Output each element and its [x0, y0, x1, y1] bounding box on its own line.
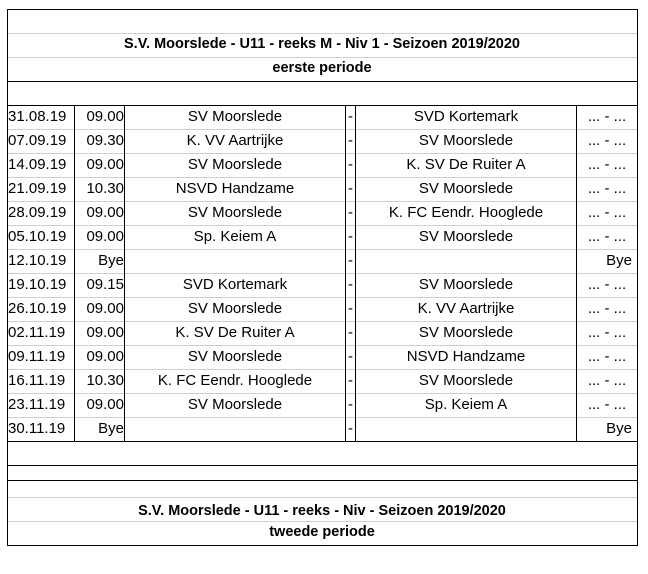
- away-team: SV Moorslede: [418, 372, 514, 389]
- away-team: [357, 417, 575, 441]
- table-row: [0, 129, 648, 153]
- match-time: 09.00: [86, 300, 124, 317]
- match-score: ... - ...: [587, 108, 627, 125]
- match-time: 09.00: [86, 156, 124, 173]
- match-date: 05.10.19: [8, 228, 67, 245]
- score-dash: -: [348, 132, 353, 149]
- match-date: 09.11.19: [8, 348, 66, 365]
- away-team: SV Moorslede: [418, 180, 514, 197]
- score-dash: -: [348, 180, 353, 197]
- table-row: [0, 105, 648, 129]
- table-row: [0, 369, 648, 393]
- score-dash: -: [348, 204, 353, 221]
- home-team: K. FC Eendr. Hooglede: [157, 372, 313, 389]
- second-title: S.V. Moorslede - U11 - reeks - Niv - Seizoen 2019/2020: [138, 503, 506, 519]
- home-team: [125, 417, 345, 441]
- match-date: 16.11.19: [8, 372, 66, 389]
- match-date: 23.11.19: [8, 396, 66, 413]
- border-footer-top: [7, 480, 638, 481]
- second-period-label: tweede periode: [269, 524, 375, 540]
- match-date: 19.10.19: [8, 276, 67, 293]
- away-team: SVD Kortemark: [413, 108, 519, 125]
- match-time: 09.00: [86, 348, 124, 365]
- match-score: ... - ...: [587, 372, 627, 389]
- home-team: K. SV De Ruiter A: [175, 324, 295, 341]
- table-row: [0, 273, 648, 297]
- home-team: SV Moorslede: [187, 108, 283, 125]
- table-row: [0, 345, 648, 369]
- score-dash: -: [348, 396, 353, 413]
- score-dash: -: [348, 108, 353, 125]
- table-row: [0, 297, 648, 321]
- away-team: K. SV De Ruiter A: [406, 156, 526, 173]
- match-score: ... - ...: [587, 228, 627, 245]
- border-table-bottom: [7, 441, 638, 442]
- score-dash: -: [348, 372, 353, 389]
- gridline: [7, 497, 638, 498]
- match-time: 09.15: [86, 276, 124, 293]
- border-top: [7, 9, 638, 10]
- table-row: [0, 153, 648, 177]
- match-score: ... - ...: [587, 132, 627, 149]
- score-dash: -: [348, 252, 353, 269]
- home-team: SV Moorslede: [187, 300, 283, 317]
- match-score: ... - ...: [587, 156, 627, 173]
- match-time: 10.30: [86, 372, 124, 389]
- score-dash: -: [348, 276, 353, 293]
- border-title-bottom: [7, 81, 638, 82]
- match-date: 21.09.19: [8, 180, 67, 197]
- match-time: 09.00: [86, 204, 124, 221]
- match-date: 07.09.19: [8, 132, 67, 149]
- match-date: 31.08.19: [8, 108, 67, 125]
- score-dash: -: [348, 156, 353, 173]
- match-score: ... - ...: [587, 204, 627, 221]
- match-date: 28.09.19: [8, 204, 67, 221]
- score-dash: -: [348, 324, 353, 341]
- period-label: eerste periode: [272, 60, 372, 76]
- away-team: K. FC Eendr. Hooglede: [388, 204, 544, 221]
- table-row: [0, 201, 648, 225]
- match-score: ... - ...: [587, 276, 627, 293]
- match-date: 26.10.19: [8, 300, 67, 317]
- match-date: 02.11.19: [8, 324, 66, 341]
- match-date: 12.10.19: [8, 252, 67, 269]
- away-team: SV Moorslede: [418, 228, 514, 245]
- home-team: SV Moorslede: [187, 204, 283, 221]
- score-dash: -: [348, 300, 353, 317]
- score-dash: -: [348, 420, 353, 437]
- table-row: [0, 225, 648, 249]
- home-team: SV Moorslede: [187, 348, 283, 365]
- match-score: ... - ...: [587, 396, 627, 413]
- match-time: 09.00: [86, 108, 124, 125]
- match-time: Bye: [98, 252, 124, 269]
- away-team: NSVD Handzame: [406, 348, 526, 365]
- match-date: 14.09.19: [8, 156, 67, 173]
- table-row: [0, 321, 648, 345]
- table-row: [0, 177, 648, 201]
- home-team: SV Moorslede: [187, 156, 283, 173]
- score-dash: -: [348, 348, 353, 365]
- match-time: 10.30: [86, 180, 124, 197]
- home-team: NSVD Handzame: [175, 180, 295, 197]
- match-score: ... - ...: [587, 348, 627, 365]
- table-row: [0, 249, 648, 273]
- match-score: Bye: [606, 252, 632, 269]
- match-score: ... - ...: [587, 300, 627, 317]
- table-row: [0, 393, 648, 417]
- match-score: Bye: [606, 420, 632, 437]
- away-team: Sp. Keiem A: [424, 396, 508, 413]
- border-bottom: [7, 545, 638, 546]
- home-team: Sp. Keiem A: [193, 228, 277, 245]
- page-title: S.V. Moorslede - U11 - reeks M - Niv 1 - Seizoen 2019/2020: [124, 36, 520, 52]
- match-score: ... - ...: [587, 180, 627, 197]
- away-team: SV Moorslede: [418, 276, 514, 293]
- away-team: SV Moorslede: [418, 324, 514, 341]
- score-dash: -: [348, 228, 353, 245]
- match-time: 09.00: [86, 324, 124, 341]
- match-time: 09.00: [86, 396, 124, 413]
- border-blank: [7, 465, 638, 466]
- home-team: [125, 249, 345, 273]
- match-time: 09.00: [86, 228, 124, 245]
- home-team: SV Moorslede: [187, 396, 283, 413]
- match-score: ... - ...: [587, 324, 627, 341]
- table-row: [0, 417, 648, 441]
- away-team: SV Moorslede: [418, 132, 514, 149]
- match-date: 30.11.19: [8, 420, 66, 437]
- home-team: K. VV Aartrijke: [186, 132, 284, 149]
- home-team: SVD Kortemark: [182, 276, 288, 293]
- match-time: 09.30: [86, 132, 124, 149]
- match-time: Bye: [98, 420, 124, 437]
- away-team: [357, 249, 575, 273]
- away-team: K. VV Aartrijke: [417, 300, 515, 317]
